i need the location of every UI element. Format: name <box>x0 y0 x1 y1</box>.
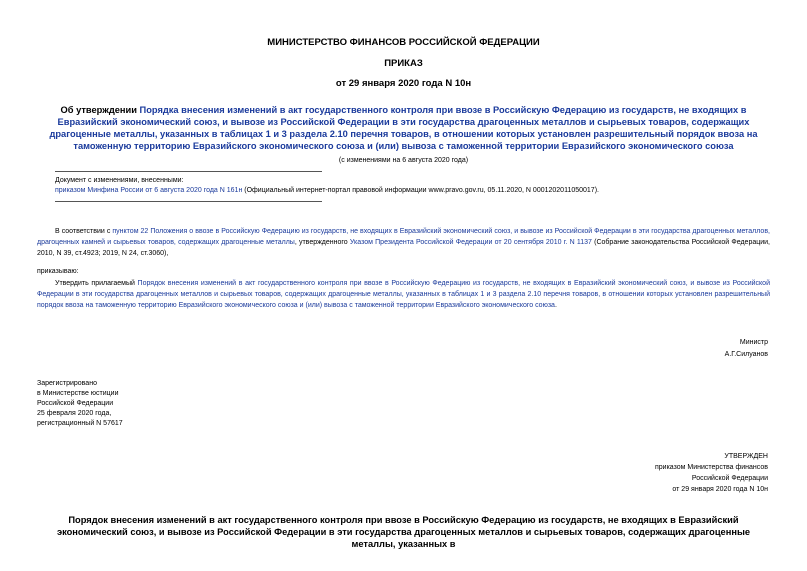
doc-info-line2 <box>55 186 599 196</box>
registration-line: Зарегистрировано <box>37 380 97 387</box>
approval-line: от 29 января 2020 года N 10н <box>672 486 768 493</box>
doc-type: ПРИКАЗ <box>384 58 423 69</box>
paragraph-basis <box>37 226 770 259</box>
divider-top <box>55 171 322 172</box>
para1-text-1: В соответствии с <box>55 228 113 235</box>
registration-line: Российской Федерации <box>37 400 114 407</box>
para2-text-2: . <box>554 302 557 309</box>
doc-info-rest: (Официальный интернет-портал правовой информации www.pravo.gov.ru, 05.11.2020, N 0001202011050017). <box>242 186 599 194</box>
signer-position: Министр <box>739 339 768 346</box>
doc-info <box>55 176 599 195</box>
para1-text-2: , утвержденного <box>294 239 350 246</box>
signer-name: А.Г.Силуанов <box>724 351 768 358</box>
registration-line: в Министерстве юстиции <box>37 390 119 397</box>
registration-line: 25 февраля 2020 года, <box>37 410 112 417</box>
title-prefix: Об утверждении <box>60 105 140 115</box>
doc-date-number: от 29 января 2020 года N 10н <box>335 78 472 89</box>
decree-link[interactable]: Указом Президента Российской Федерации от 20 сентября 2010 г. N 1137 <box>349 239 592 246</box>
procedure-link[interactable]: Порядок внесения изменений в акт государственного контроля при ввозе в Российскую Федерацию из государств, не входящих в Евразийский экономический союз, и вывозе из Российской Федерации в эти государства драгоценных металлов и сырьевых товаров, содержащих драгоценные металлы, указанных в таблицах 1 и 3 раздела 2.10 перечня товаров, в отношении которых установлен разрешительный порядок ввоза на таможенную территорию Евразийского экономического союза и (или) вывоза с таможенной территории Евразийского экономического союза <box>37 280 770 309</box>
signature-block <box>620 337 768 361</box>
doc-info-line1: Документ с изменениями, внесенными: <box>55 177 184 184</box>
approval-line: приказом Министерства финансов <box>654 464 768 471</box>
registration-line: регистрационный N 57617 <box>37 420 123 427</box>
approval-line: Российской Федерации <box>691 475 768 482</box>
approval-block <box>600 451 768 495</box>
procedure-title: Порядок внесения изменений в акт государственного контроля при ввозе в Российскую Федерацию из государств, не входящих в Евразийский экономический союз, и вывозе из Российской Федерации в эти государства драгоценных металлов и сырьевых товаров, содержащих драгоценные металлы, указанных в <box>56 515 751 549</box>
order-word: приказываю: <box>37 268 79 275</box>
registration-block <box>37 379 123 429</box>
regulation-link[interactable]: пунктом 22 Положения о ввозе в Российскую Федерацию из государств, не входящих в Евразийский экономический союз, и вывозе из Российской Федерации в эти государства драгоценных металлов, драгоценных камней и сырьевых товаров, содержащих драгоценные металлы <box>37 228 770 246</box>
para1-text-3: (Собрание законодательства Российской Федерации, 2010, N 39, ст.4923; 2019, N 24, ст.3060), <box>37 239 771 257</box>
amendment-link[interactable]: приказом Минфина России от 6 августа 2020 года N 161н <box>55 186 243 194</box>
paragraph-approve <box>37 278 770 311</box>
title-link[interactable]: Порядка внесения изменений в акт государственного контроля при ввозе в Российскую Федерацию из государств, не входящих в Евразийский экономический союз, и вывозе из Российской Федерации в эти государства драгоценных металлов и сырьевых товаров, содержащих драгоценные металлы, указанных в таблицах 1 и 3 раздела 2.10 перечня товаров, в отношении которых установлен разрешительный порядок ввоза на таможенную территорию Евразийского экономического союза и (или) вывоза с таможенной территории Евразийского экономического союза <box>49 105 758 151</box>
approval-line: УТВЕРЖДЕН <box>724 453 768 460</box>
para2-text-1: Утвердить прилагаемый <box>55 280 138 287</box>
divider-bottom <box>55 201 322 202</box>
doc-title <box>40 104 767 152</box>
changes-note: (с изменениями на 6 августа 2020 года) <box>338 157 469 164</box>
ministry-name: МИНИСТЕРСТВО ФИНАНСОВ РОССИЙСКОЙ ФЕДЕРАЦИИ <box>267 37 540 48</box>
